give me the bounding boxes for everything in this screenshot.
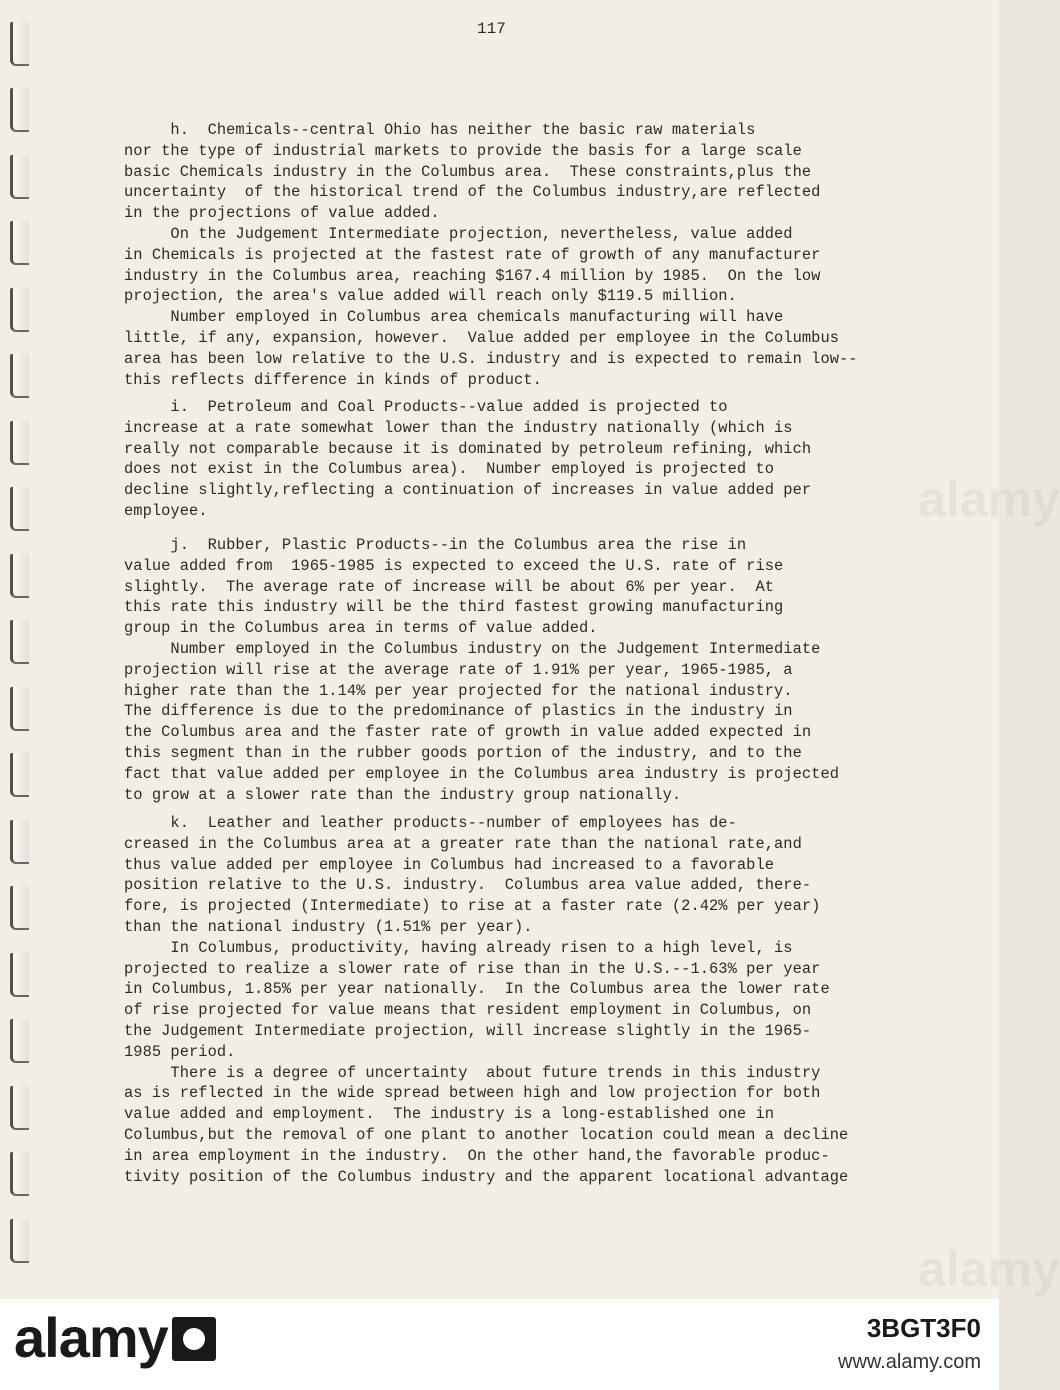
binding-ring [10,22,29,66]
binding-ring [10,155,29,199]
site-url: www.alamy.com [838,1351,981,1373]
logo-text: alamy [14,1306,168,1369]
binding-ring [10,288,29,332]
paragraph-petroleum: i. Petroleum and Coal Products--value added is projected to increase at a rate somewhat lower than the industry nationally (which is really not comparable because it is dominated by petroleum refining, which does not exist in the Columbus area). Number employed is projected to decline slightly,reflecting a continuation of increases in value added per employee. [124,398,812,520]
image-id: 3BGT3F0 [866,1313,981,1343]
binding-ring [10,620,29,664]
binding-ring [10,953,29,997]
stock-footer [0,1299,999,1390]
alamy-logo [14,1305,216,1370]
binding-ring [10,1152,29,1196]
binding-ring [10,354,29,398]
binding-ring [10,421,29,465]
watermark: alamy [918,1241,1060,1297]
page-number: 117 [477,20,506,38]
paragraph-rubber-plastics: j. Rubber, Plastic Products--in the Columbus area the rise in value added from 1965-1985 is expected to exceed the U.S. rate of rise slightly. The average rate of increase will be about 6% per year. At this rate this industry will be the third fastest growing manufacturing group in the Columbus area in terms of value added. Number employed in the Columbus industry on the Judgement Intermediate projection will rise at the average rate of 1.91% per year, 1965-1985, a higher rate than the 1.14% per year projected for the national industry. The difference is due to the predominance of plastics in the industry in the Columbus area and the faster rate of growth in value added expected in this segment than in the rubber goods portion of the industry, and to the fact that value added per employee in the Columbus area industry is projected to grow at a slower rate than the industry group nationally. [124,536,840,804]
binding-ring [10,554,29,598]
spiral-binding [4,22,34,1262]
binding-ring [10,1219,29,1263]
paragraph-chemicals: h. Chemicals--central Ohio has neither the basic raw materials nor the type of industrial markets to provide the basis for a large scale basic Chemicals industry in the Columbus area. These constraints,plus the uncertainty of the historical trend of the Columbus industry,are reflected in the projections of value added. On the Judgement Intermediate projection, nevertheless, value added in Chemicals is projected at the fastest rate of growth of any manufacturer industry in the Columbus area, reaching $167.4 million by 1985. On the low projection, the area's value added will reach only $119.5 million. Number employed in Columbus area chemicals manufacturing will have little, if any, expansion, however. Value added per employee in the Columbus area has been low relative to the U.S. industry and is expected to remain low-- this reflects difference in kinds of product. [124,121,858,389]
watermark: alamy [918,471,1060,527]
binding-ring [10,753,29,797]
binding-ring [10,487,29,531]
binding-ring [10,1019,29,1063]
binding-ring [10,88,29,132]
binding-ring [10,687,29,731]
binding-ring [10,820,29,864]
binding-ring [10,221,29,265]
paragraph-leather: k. Leather and leather products--number of employees has de- creased in the Columbus area at a greater rate than the national rate,and thus value added per employee in Columbus had increased to a favorable position relative to the U.S. industry. Columbus area value added, there- fore, is projected (Intermediate) to rise at a faster rate (2.42% per year) than the national industry (1.51% per year). In Columbus, productivity, having already risen to a high level, is projected to realize a slower rate of rise than in the U.S.--1.63% per year in Columbus, 1.85% per year nationally. In the Columbus area the lower rate of rise projected for value means that resident employment in Columbus, on the Judgement Intermediate projection, will increase slightly in the 1965- 1985 period. There is a degree of uncertainty about future trends in this industry as is reflected in the wide spread between high and low projection for both value added and employment. The industry is a long-established one in Columbus,but the removal of one plant to another location could mean a decline in area employment in the industry. On the other hand,the favorable produc- tivity position of the Columbus industry and the apparent locational advantage [124,814,849,1186]
binding-ring [10,886,29,930]
binding-ring [10,1086,29,1130]
logo-mark-icon [172,1317,216,1361]
